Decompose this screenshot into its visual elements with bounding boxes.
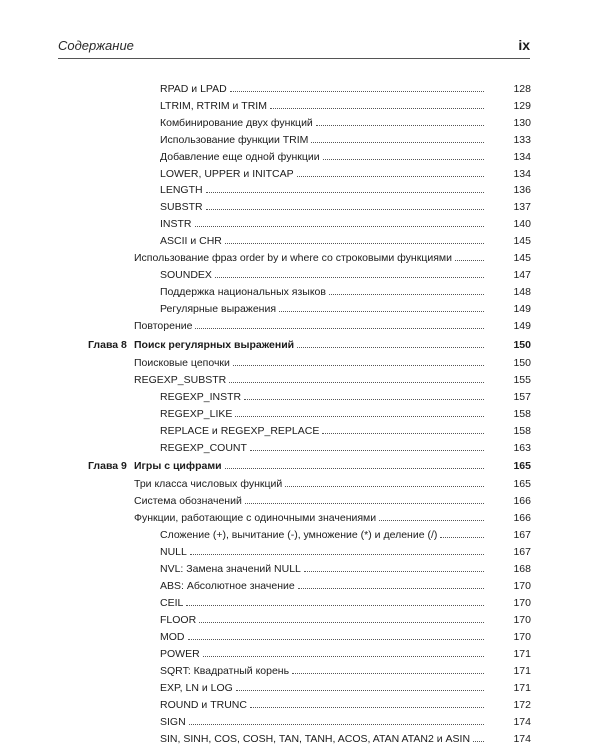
toc-entry[interactable]	[160, 116, 531, 130]
entry-title: Комбинирование двух функций	[160, 117, 313, 129]
entry-page-number: 165	[513, 478, 531, 490]
entry-page-number: 170	[513, 580, 531, 592]
entry-page-number: 128	[513, 83, 531, 95]
entry-title: MOD	[160, 631, 185, 643]
entry-title: SIGN	[160, 716, 186, 728]
toc-entry[interactable]	[160, 407, 531, 421]
page-number: ix	[518, 37, 530, 53]
toc-entry[interactable]	[160, 596, 531, 610]
toc-entry[interactable]	[160, 217, 531, 231]
toc-entry[interactable]	[160, 698, 531, 712]
entry-title: REGEXP_COUNT	[160, 442, 247, 454]
entry-title: Добавление еще одной функции	[160, 151, 320, 163]
entry-title: REPLACE и REGEXP_REPLACE	[160, 425, 320, 437]
entry-title: EXP, LN и LOG	[160, 682, 233, 694]
toc-entry[interactable]	[160, 424, 531, 438]
entry-page-number: 167	[513, 529, 531, 541]
entry-title: INSTR	[160, 218, 192, 230]
entry-page-number: 149	[513, 320, 531, 332]
dot-leader	[230, 82, 484, 92]
running-title: Содержание	[58, 38, 134, 53]
entry-page-number: 158	[513, 425, 531, 437]
dot-leader	[206, 183, 484, 193]
entry-title: CEIL	[160, 597, 184, 609]
entry-title: REGEXP_SUBSTR	[134, 374, 227, 386]
entry-title: Использование фраз order by и where со строковыми функциями	[134, 252, 452, 264]
entry-page-number: 150	[513, 339, 531, 351]
entry-page-number: 166	[513, 495, 531, 507]
toc-entry[interactable]	[160, 545, 531, 559]
entry-page-number: 145	[513, 235, 531, 247]
toc-entry[interactable]	[134, 319, 531, 333]
entry-page-number: 129	[513, 100, 531, 112]
entry-page-number: 170	[513, 614, 531, 626]
entry-title: REGEXP_INSTR	[160, 391, 242, 403]
dot-leader	[225, 459, 484, 469]
entry-page-number: 165	[513, 460, 531, 472]
dot-leader	[297, 338, 484, 348]
entry-page-number: 150	[513, 357, 531, 369]
entry-page-number: 163	[513, 442, 531, 454]
dot-leader	[189, 715, 484, 725]
dot-leader	[316, 116, 484, 126]
dot-leader	[440, 528, 484, 538]
entry-title: Поисковые цепочки	[134, 357, 230, 369]
toc-entry[interactable]	[160, 579, 531, 593]
dot-leader	[311, 133, 484, 143]
entry-title: FLOOR	[160, 614, 197, 626]
entry-title: REGEXP_LIKE	[160, 408, 233, 420]
dot-leader	[190, 545, 484, 555]
dot-leader	[206, 200, 484, 210]
entry-title: Поддержка национальных языков	[160, 286, 326, 298]
entry-page-number: 172	[513, 699, 531, 711]
entry-page-number: 130	[513, 117, 531, 129]
dot-leader	[195, 217, 485, 227]
dot-leader	[203, 647, 484, 657]
dot-leader	[279, 302, 484, 312]
dot-leader	[225, 234, 484, 244]
dot-leader	[329, 285, 484, 295]
dot-leader	[270, 99, 484, 109]
dot-leader	[473, 732, 484, 742]
dot-leader	[245, 494, 484, 504]
toc-entry[interactable]	[160, 234, 531, 248]
entry-page-number: 174	[513, 716, 531, 728]
toc-entry[interactable]	[160, 82, 531, 96]
toc-entry[interactable]	[160, 613, 531, 627]
dot-leader	[188, 630, 485, 640]
entry-page-number: 158	[513, 408, 531, 420]
entry-title: ROUND и TRUNC	[160, 699, 247, 711]
dot-leader	[304, 562, 484, 572]
entry-page-number: 166	[513, 512, 531, 524]
chapter-entry[interactable]	[134, 338, 531, 352]
entry-page-number: 171	[513, 665, 531, 677]
toc-entry[interactable]	[134, 373, 531, 387]
dot-leader	[285, 477, 484, 487]
toc-entry[interactable]	[160, 630, 531, 644]
toc-entry[interactable]	[160, 183, 531, 197]
entry-page-number: 140	[513, 218, 531, 230]
chapter-number: Глава 9	[88, 460, 127, 472]
entry-page-number: 171	[513, 682, 531, 694]
entry-title: LOWER, UPPER и INITCAP	[160, 168, 294, 180]
entry-title: Повторение	[134, 320, 193, 332]
toc-entry[interactable]	[160, 664, 531, 678]
entry-page-number: 157	[513, 391, 531, 403]
entry-title: POWER	[160, 648, 200, 660]
toc-entry[interactable]	[160, 715, 531, 729]
entry-title: Использование функции TRIM	[160, 134, 309, 146]
toc-entry[interactable]	[160, 528, 531, 542]
entry-title: Регулярные выражения	[160, 303, 277, 315]
dot-leader	[195, 319, 484, 329]
toc-entry[interactable]	[134, 477, 531, 491]
dot-leader	[215, 268, 484, 278]
toc-entry[interactable]	[160, 133, 531, 147]
entry-page-number: 174	[513, 733, 531, 745]
toc-entry[interactable]	[160, 441, 531, 455]
dot-leader	[298, 579, 484, 589]
entry-title: SOUNDEX	[160, 269, 212, 281]
toc-entry[interactable]	[160, 647, 531, 661]
dot-leader	[323, 150, 484, 160]
entry-title: SQRT: Квадратный корень	[160, 665, 290, 677]
entry-title: Функции, работающие с одиночными значениями	[134, 512, 377, 524]
entry-page-number: 170	[513, 597, 531, 609]
toc-entry[interactable]	[160, 268, 531, 282]
dot-leader	[297, 167, 484, 177]
chapter-entry[interactable]	[134, 459, 531, 473]
entry-page-number: 167	[513, 546, 531, 558]
dot-leader	[379, 511, 484, 521]
dot-leader	[199, 613, 484, 623]
entry-page-number: 133	[513, 134, 531, 146]
entry-page-number: 134	[513, 151, 531, 163]
entry-page-number: 149	[513, 303, 531, 315]
dot-leader	[250, 441, 484, 451]
entry-title: ABS: Абсолютное значение	[160, 580, 295, 592]
entry-title: Сложение (+), вычитание (-), умножение (*) и деление (/)	[160, 529, 438, 541]
entry-page-number: 134	[513, 168, 531, 180]
entry-title: LENGTH	[160, 184, 203, 196]
entry-title: NULL	[160, 546, 187, 558]
toc-entry[interactable]	[160, 99, 531, 113]
entry-title: LTRIM, RTRIM и TRIM	[160, 100, 267, 112]
toc-entry[interactable]	[160, 302, 531, 316]
entry-title: Игры с цифрами	[134, 460, 222, 472]
toc-entry[interactable]	[134, 494, 531, 508]
toc-entry[interactable]	[160, 562, 531, 576]
dot-leader	[236, 681, 484, 691]
dot-leader	[233, 356, 484, 366]
toc-entry[interactable]	[160, 150, 531, 164]
entry-page-number: 136	[513, 184, 531, 196]
entry-page-number: 170	[513, 631, 531, 643]
entry-page-number: 168	[513, 563, 531, 575]
toc-entry[interactable]	[134, 511, 531, 525]
entry-title: RPAD и LPAD	[160, 83, 227, 95]
toc-entry[interactable]	[134, 251, 531, 265]
toc-entry[interactable]	[160, 732, 531, 746]
entry-page-number: 147	[513, 269, 531, 281]
entry-title: SUBSTR	[160, 201, 203, 213]
dot-leader	[235, 407, 484, 417]
dot-leader	[229, 373, 484, 383]
toc-entry[interactable]	[134, 356, 531, 370]
entry-page-number: 155	[513, 374, 531, 386]
toc-entry[interactable]	[160, 681, 531, 695]
toc-entry[interactable]	[160, 167, 531, 181]
dot-leader	[250, 698, 484, 708]
entry-title: SIN, SINH, COS, COSH, TAN, TANH, ACOS, ATAN ATAN2 и ASIN	[160, 733, 471, 745]
toc-entry[interactable]	[160, 390, 531, 404]
entry-title: NVL: Замена значений NULL	[160, 563, 301, 575]
entry-title: ASCII и CHR	[160, 235, 222, 247]
entry-page-number: 171	[513, 648, 531, 660]
entry-page-number: 145	[513, 252, 531, 264]
entry-title: Система обозначений	[134, 495, 242, 507]
dot-leader	[186, 596, 484, 606]
chapter-number: Глава 8	[88, 339, 127, 351]
dot-leader	[322, 424, 484, 434]
entry-title: Поиск регулярных выражений	[134, 339, 295, 351]
entry-title: Три класса числовых функций	[134, 478, 283, 490]
toc-entry[interactable]	[160, 200, 531, 214]
dot-leader	[244, 390, 484, 400]
dot-leader	[292, 664, 484, 674]
entry-page-number: 148	[513, 286, 531, 298]
toc-entry[interactable]	[160, 285, 531, 299]
entry-page-number: 137	[513, 201, 531, 213]
dot-leader	[455, 251, 484, 261]
